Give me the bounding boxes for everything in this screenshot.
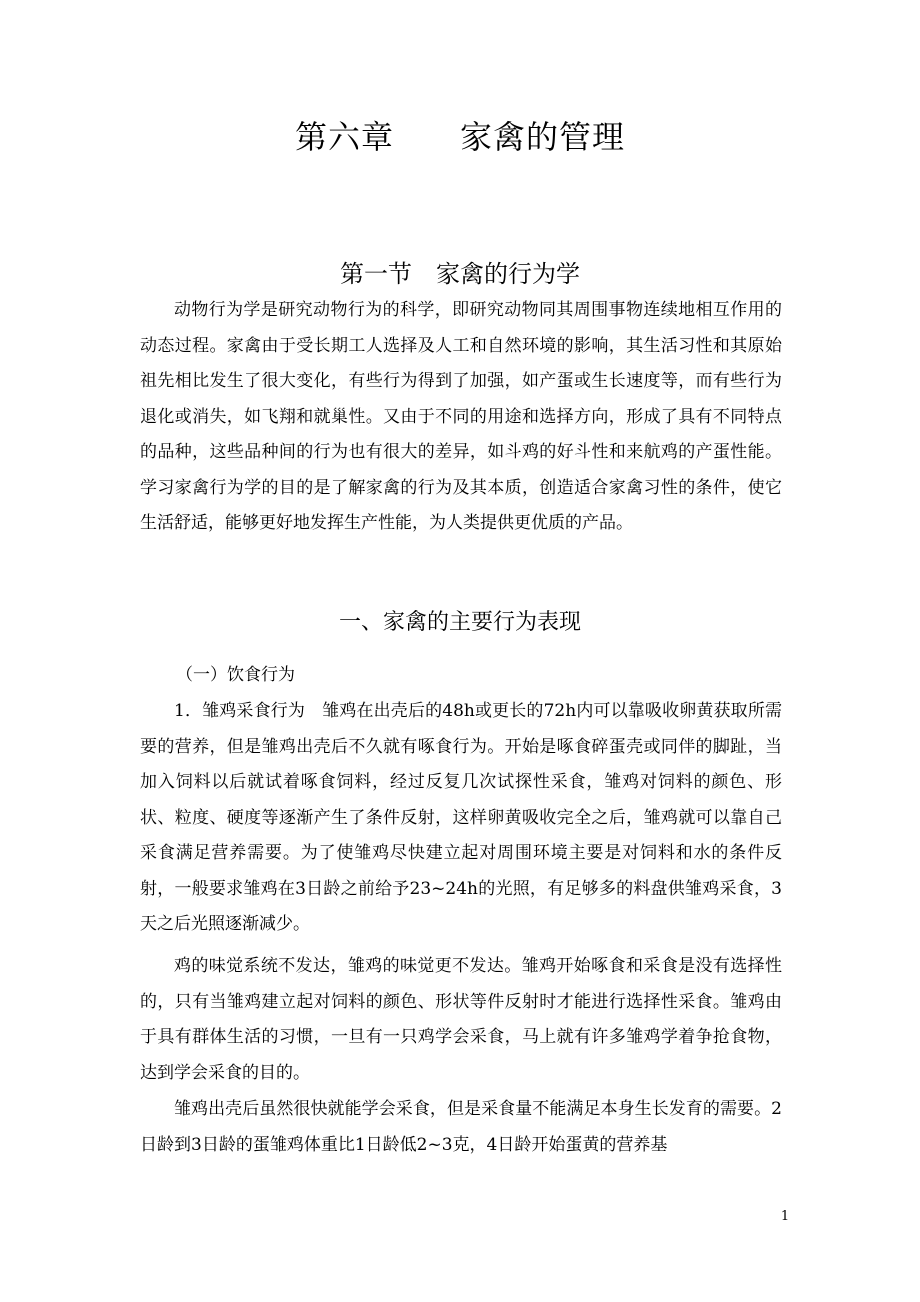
page-number: 1 bbox=[780, 1209, 790, 1224]
item-heading: （一）饮食行为 bbox=[176, 665, 295, 685]
paragraph-feeding: 1．雏鸡采食行为 雏鸡在出壳后的48h或更长的72h内可以靠吸收卵黄获取所需要的营养，但是雏鸡出壳后不久就有啄食行为。开始是啄食碎蛋壳或同伴的脚趾，当加入饲料以后就试着啄食饲料，经过反复几次试探性采食，雏鸡对饲料的颜色、形状、粒度、硬度等逐渐产生了条件反射，这样卵黄吸收完全之后，雏鸡就可以靠自己采食满足营养需要。为了使雏鸡尽快建立起对周围环境主要是对饲料和水的条件反射，一般要求雏鸡在3日龄之前给予23~24h的光照，有足够多的料盘供雏鸡采食，3天之后光照逐渐减少。 bbox=[140, 701, 782, 934]
chapter-title: 第六章 家禽的管理 bbox=[294, 118, 625, 156]
paragraph-intake: 雏鸡出壳后虽然很快就能学会采食，但是采食量不能满足本身生长发育的需要。2日龄到3日龄的蛋雏鸡体重比1日龄低2~3克，4日龄开始蛋黄的营养基 bbox=[140, 1099, 782, 1155]
subsection-title: 一、家禽的主要行为表现 bbox=[338, 610, 581, 635]
paragraph-taste: 鸡的味觉系统不发达，雏鸡的味觉更不发达。雏鸡开始啄食和采食是没有选择性的，只有当雏鸡建立起对饲料的颜色、形状等件反射时才能进行选择性采食。雏鸡由于具有群体生活的习惯，一旦有一只鸡学会采食，马上就有许多雏鸡学着争抢食物，达到学会采食的目的。 bbox=[140, 956, 782, 1083]
section-title: 第一节 家禽的行为学 bbox=[340, 260, 580, 288]
intro-paragraph: 动物行为学是研究动物行为的科学，即研究动物同其周围事物连续地相互作用的动态过程。家禽由于受长期工人选择及人工和自然环境的影响，其生活习性和其原始祖先相比发生了很大变化，有些行为得到了加强，如产蛋或生长速度等，而有些行为退化或消失，如飞翔和就巢性。又由于不同的用途和选择方向，形成了具有不同特点的品种，这些品种间的行为也有很大的差异，如斗鸡的好斗性和来航鸡的产蛋性能。学习家禽行为学的目的是了解家禽的行为及其本质，创造适合家禽习性的条件，使它生活舒适，能够更好地发挥生产性能，为人类提供更优质的产品。 bbox=[140, 300, 782, 533]
